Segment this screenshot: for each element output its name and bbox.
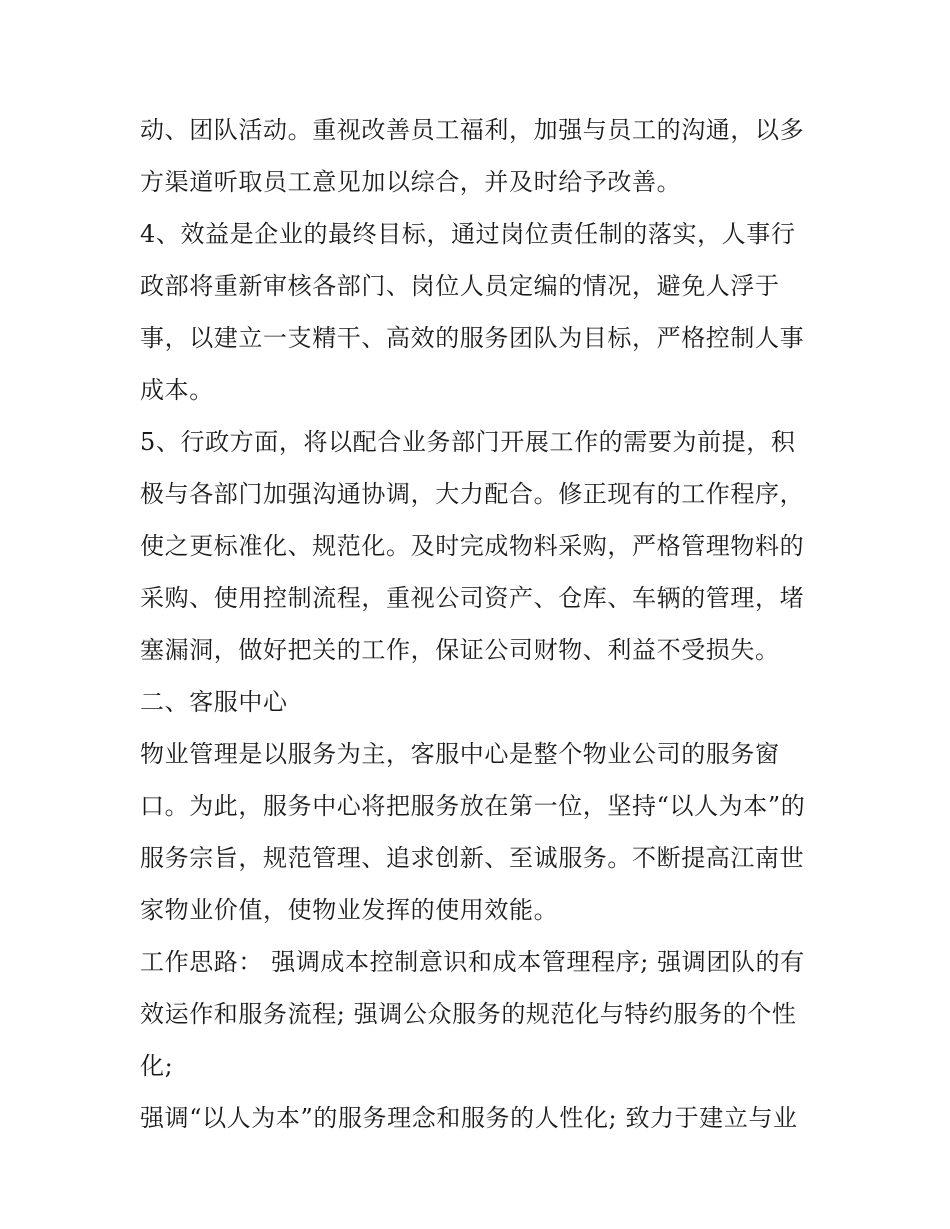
text-line: 家物业价值，使物业发挥的使用效能。	[140, 896, 559, 924]
text-line: 事，以建立一支精干、高效的服务团队为目标，严格控制人事	[140, 324, 805, 352]
text-line: 使之更标准化、规范化。及时完成物料采购，严格管理物料的	[140, 532, 805, 560]
text-line: 5、行政方面，将以配合业务部门开展工作的需要为前提，积	[140, 428, 796, 456]
section-heading: 二、客服中心	[140, 688, 288, 716]
text-line: 工作思路： 强调成本控制意识和成本管理程序; 强调团队的有	[140, 948, 805, 976]
text-line: 成本。	[140, 376, 214, 404]
text-line: 化;	[140, 1052, 174, 1080]
text-line: 服务宗旨，规范管理、追求创新、至诚服务。不断提高江南世	[140, 844, 805, 872]
text-line: 效运作和服务流程; 强调公众服务的规范化与特约服务的个性	[140, 1000, 797, 1028]
text-line: 政部将重新审核各部门、岗位人员定编的情况，避免人浮于	[140, 272, 780, 300]
text-line: 极与各部门加强沟通协调，大力配合。修正现有的工作程序，	[140, 480, 805, 508]
text-line: 方渠道听取员工意见加以综合，并及时给予改善。	[140, 168, 682, 196]
text-line: 动、团队活动。重视改善员工福利，加强与员工的沟通，以多	[140, 116, 805, 144]
text-line: 4、效益是企业的最终目标，通过岗位责任制的落实，人事行	[140, 220, 796, 248]
text-line: 物业管理是以服务为主，客服中心是整个物业公司的服务窗	[140, 740, 780, 768]
text-line: 塞漏洞，做好把关的工作，保证公司财物、利益不受损失。	[140, 636, 780, 664]
text-line: 采购、使用控制流程，重视公司资产、仓库、车辆的管理，堵	[140, 584, 805, 612]
text-line: 口。为此，服务中心将把服务放在第一位，坚持“以人为本”的	[140, 792, 806, 820]
text-line: 强调“以人为本”的服务理念和服务的人性化; 致力于建立与业	[140, 1104, 798, 1132]
